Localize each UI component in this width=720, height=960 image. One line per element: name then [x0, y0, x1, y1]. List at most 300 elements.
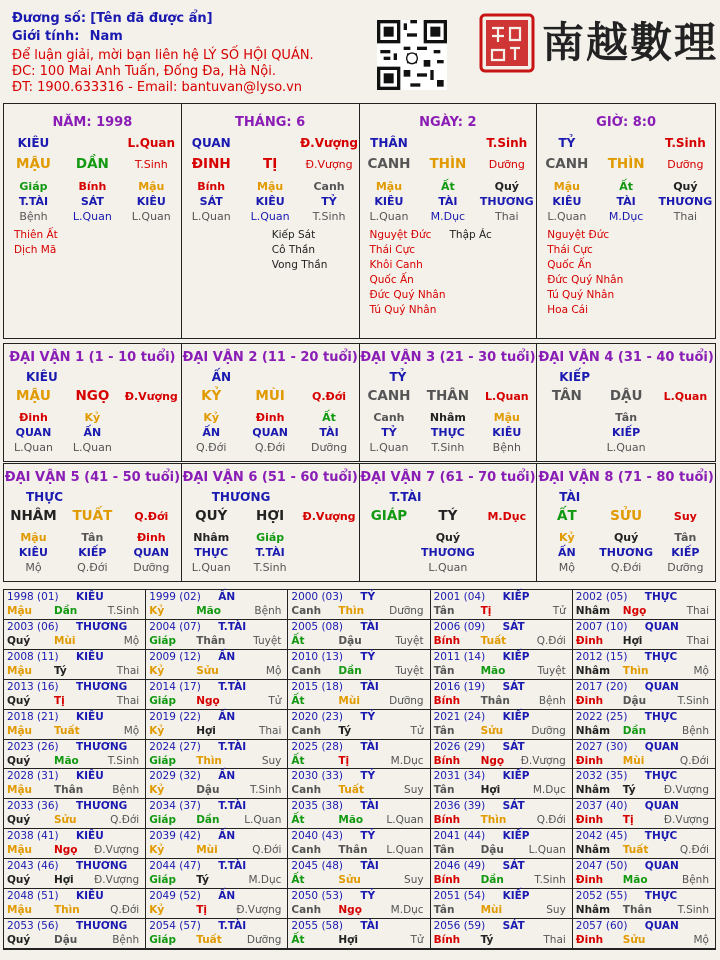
- year-stage: Đ.Vượng: [94, 844, 140, 857]
- dai-van-hidden-gods: [537, 545, 715, 560]
- star-item: Quốc Ấn: [547, 259, 592, 271]
- dai-van-title: ĐẠI VẬN 3 (21 - 30 tuổi): [360, 350, 536, 365]
- year-label: 2044 (47): [149, 860, 201, 873]
- dai-van-hidden-gods-cell: [300, 545, 359, 560]
- year-label: 2042 (45): [575, 830, 628, 843]
- year-stem: Nhâm: [575, 784, 611, 797]
- dai-van-hidden-stems: [4, 530, 181, 545]
- dai-van-1: [4, 344, 182, 461]
- dai-van-hidden-gods-cell: KIẾP: [78, 546, 107, 559]
- pillar-hidden-gods-cell: KIÊU: [136, 195, 166, 208]
- year-branch: Hợi: [54, 874, 74, 887]
- star-item: Cô Thần: [271, 244, 316, 256]
- year-stem: Kỷ: [149, 724, 165, 737]
- pillar-hidden-stems: [537, 179, 715, 194]
- dai-van-god: TÀI: [559, 490, 581, 504]
- year-stage: T.Sinh: [677, 904, 709, 917]
- year-god: ẤN: [218, 890, 236, 903]
- dai-van-hidden-stems-cell: Tân: [674, 531, 697, 544]
- year-stage: T.Sinh: [249, 784, 282, 797]
- year-label: 2025 (28): [291, 740, 344, 753]
- year-stem: Giáp: [149, 934, 177, 947]
- year-god: THƯƠNG: [76, 620, 128, 633]
- dai-van-stem-branch-cell: GIÁP: [370, 508, 408, 524]
- year-god: THỰC: [644, 710, 678, 723]
- dai-van-hidden-stems: [182, 530, 359, 545]
- year-stem: Canh: [291, 724, 322, 737]
- year-stem: Kỷ: [149, 605, 165, 617]
- year-god: THƯƠNG: [76, 860, 128, 873]
- year-stage: Thai: [686, 605, 709, 617]
- year-branch: Ngọ: [338, 904, 362, 917]
- dai-van-hidden-stages: [4, 440, 181, 455]
- year-stem: Giáp: [149, 634, 177, 647]
- dai-van-god: T.TÀI: [389, 490, 422, 504]
- year-stem: Tân: [433, 605, 455, 617]
- year-cell: [573, 650, 715, 680]
- pillar-hidden-stems: [4, 179, 181, 194]
- year-label: 1999 (02): [149, 591, 201, 603]
- year-stage: M.Dục: [248, 874, 282, 887]
- year-stage: L.Quan: [528, 844, 566, 857]
- year-label: 2041 (44): [433, 830, 486, 843]
- year-god: SÁT: [502, 860, 525, 873]
- pillar-hidden-stages-cell: M.Dục: [430, 210, 466, 223]
- dai-van-hidden-gods-cell: THỰC: [194, 546, 229, 559]
- year-stem: Quý: [7, 754, 31, 767]
- dai-van-hidden-stages: [182, 440, 359, 455]
- pillar-hidden-stages-cell: Bệnh: [19, 210, 48, 223]
- year-cell: [431, 740, 573, 770]
- year-stage: Q.Đới: [536, 814, 566, 827]
- pillar-4: [537, 104, 715, 338]
- year-cell: [288, 799, 430, 829]
- pillar-hidden-stems: [360, 179, 537, 194]
- dai-van-hidden-stages: [537, 560, 715, 575]
- dai-van-hidden-stems-cell: Đinh: [136, 531, 166, 544]
- year-cell: [146, 740, 288, 770]
- dai-van-stem-branch-cell: Đ.Vượng: [302, 510, 356, 523]
- pillar-stars-extra: [450, 228, 492, 243]
- seal-stamp-icon: [478, 12, 536, 74]
- dai-van-hidden-stems-cell: [360, 530, 419, 545]
- dai-van-hidden-stages-cell: Dưỡng: [667, 561, 704, 574]
- dai-van-hidden-gods: [4, 425, 181, 440]
- year-label: 2010 (13): [291, 650, 344, 663]
- year-stage: M.Dục: [532, 784, 566, 797]
- year-branch: Tuất: [622, 844, 649, 857]
- year-label: 2031 (34): [433, 770, 486, 783]
- dai-van-hidden-gods-cell: TÀI: [319, 426, 339, 439]
- dai-van-hidden-stems: [537, 530, 715, 545]
- dai-van-stem-branch-cell: Q.Đới: [134, 510, 169, 523]
- pillar-stem-branch-row: [4, 157, 181, 172]
- year-god: KIÊU: [76, 710, 104, 723]
- year-stem: Quý: [7, 634, 31, 647]
- pillar-hidden-stems-cell: Canh: [313, 180, 345, 193]
- star-item: Kiếp Sát: [271, 229, 316, 241]
- year-god: QUAN: [644, 860, 679, 873]
- pillar-god-row-cell: Đ.Vượng: [300, 136, 358, 150]
- year-cell: [573, 919, 715, 949]
- dai-van-hidden-stages-cell: Q.Đới: [610, 561, 642, 574]
- year-cell: [146, 889, 288, 919]
- year-cell: [4, 650, 146, 680]
- year-cell: [573, 620, 715, 650]
- year-stage: Thai: [686, 634, 709, 647]
- year-cell: [146, 829, 288, 859]
- pillar-god-row-cell: L.Quan: [127, 136, 176, 150]
- dai-van-stem-branch-cell: MẬU: [16, 388, 51, 404]
- year-label: 2014 (17): [149, 680, 201, 693]
- year-cell: [573, 740, 715, 770]
- year-branch: Tý: [54, 664, 67, 677]
- year-stem: Ất: [291, 814, 305, 827]
- dai-van-hidden-stems-cell: Kỷ: [84, 411, 101, 424]
- pillar-title: GIỜ: 8:0: [596, 115, 657, 130]
- year-branch: Tuất: [338, 784, 364, 797]
- dai-van-hidden-stems-cell: Nhâm: [193, 531, 230, 544]
- dai-van-stem-branch-cell: TUẤT: [72, 508, 113, 524]
- pillar-hidden-gods-cell: T.TÀI: [18, 195, 49, 208]
- year-stem: Giáp: [149, 874, 177, 887]
- dai-van-hidden-stages-cell: Mộ: [25, 561, 42, 574]
- year-label: 2017 (20): [575, 680, 628, 693]
- year-cell: [431, 769, 573, 799]
- dai-van-god: THỰC: [26, 490, 64, 504]
- dai-van-hidden-gods-cell: QUAN: [252, 426, 288, 439]
- pillar-hidden-stages-cell: L.Quan: [191, 210, 231, 223]
- star-item: Hoa Cái: [547, 304, 589, 316]
- year-cell: [288, 740, 430, 770]
- year-branch: Sửu: [480, 724, 504, 737]
- year-cell: [573, 799, 715, 829]
- dai-van-hidden-gods-cell: THƯƠNG: [420, 546, 475, 559]
- year-stage: Dưỡng: [531, 724, 566, 737]
- star-item: Quốc Ấn: [369, 274, 414, 286]
- year-stem: Giáp: [149, 814, 177, 827]
- year-label: 2047 (50): [575, 860, 628, 873]
- year-stage: Q.Đới: [110, 814, 140, 827]
- dai-van-hidden-stems-cell: Mậu: [493, 411, 520, 424]
- year-branch: Hợi: [480, 784, 501, 797]
- year-stage: Bệnh: [254, 605, 282, 617]
- year-stem: Quý: [7, 814, 31, 827]
- year-stage: Đ.Vượng: [236, 904, 282, 917]
- year-stem: Tân: [433, 844, 455, 857]
- star-item: Thiên Ất: [14, 229, 58, 241]
- dai-van-hidden-stages-cell: L.Quan: [191, 561, 231, 574]
- year-god: KIÊU: [76, 770, 104, 783]
- year-branch: Mùi: [622, 754, 645, 767]
- year-branch: Dần: [622, 724, 647, 737]
- dai-van-hidden-gods: [4, 545, 181, 560]
- year-god: KIẾP: [502, 890, 530, 903]
- dai-van-hidden-stages-cell: Bệnh: [492, 441, 521, 454]
- year-branch: Thìn: [480, 814, 507, 827]
- year-branch: Thìn: [196, 754, 222, 767]
- pillar-stem-branch-row: [182, 157, 359, 172]
- year-label: 1998 (01): [7, 591, 59, 603]
- contact-line: Để luận giải, mời bạn liên hệ LÝ SỐ HỘI QUÁN.: [12, 48, 314, 63]
- dai-van-stem-branch: [537, 389, 715, 404]
- dai-van-hidden-stages-cell: Q.Đới: [195, 441, 227, 454]
- year-branch: Dậu: [622, 694, 647, 707]
- year-branch: Thân: [338, 844, 368, 857]
- dai-van-row-1: [3, 343, 716, 462]
- year-god: THỰC: [644, 890, 678, 903]
- year-branch: Mùi: [54, 634, 76, 647]
- dai-van-stem-branch-cell: TÂN: [551, 388, 582, 404]
- year-label: 2039 (42): [149, 830, 201, 843]
- year-god: THỰC: [644, 830, 678, 843]
- pillar-god-row-cell: TỶ: [558, 136, 576, 150]
- dai-van-hidden-stems-cell: Tân: [81, 531, 104, 544]
- year-stem: Quý: [7, 694, 31, 707]
- brand-logo: 南越數理: [542, 18, 719, 67]
- dai-van-hidden-gods-cell: KIẾP: [612, 426, 641, 439]
- pillar-hidden-stems-cell: Mậu: [257, 180, 284, 193]
- dai-van-hidden-stages-cell: [300, 560, 359, 575]
- pillar-stem-branch-row-cell: CANH: [545, 156, 589, 172]
- year-cell: [431, 799, 573, 829]
- dai-van-hidden-stems-cell: Kỷ: [203, 411, 220, 424]
- year-stem: Bính: [433, 934, 461, 947]
- pillar-title: THÁNG: 6: [235, 115, 306, 130]
- year-stem: Tân: [433, 784, 455, 797]
- year-label: 2011 (14): [433, 650, 486, 663]
- year-cell: [4, 740, 146, 770]
- pillar-hidden-gods: [360, 194, 537, 209]
- pillar-hidden-gods-cell: THƯƠNG: [479, 195, 534, 208]
- pillar-hidden-stages-cell: Thai: [495, 210, 519, 223]
- dai-van-hidden-stages-cell: [122, 440, 181, 455]
- year-cell: [431, 650, 573, 680]
- year-stage: L.Quan: [386, 844, 424, 857]
- year-god: TÀI: [360, 920, 379, 933]
- phone-email-line: ĐT: 1900.633316 - Email: bantuvan@lyso.vn: [12, 80, 303, 95]
- pillar-3: [360, 104, 538, 338]
- year-cell: [431, 889, 573, 919]
- year-label: 2030 (33): [291, 770, 344, 783]
- dai-van-hidden-gods-cell: QUAN: [133, 546, 170, 559]
- year-stem: Canh: [291, 784, 322, 797]
- year-god: TÀI: [360, 800, 379, 813]
- year-god: SÁT: [502, 620, 525, 633]
- year-cell: [146, 650, 288, 680]
- pillar-hidden-stems-cell: Bính: [78, 180, 107, 193]
- pillar-hidden-stems-cell: Mậu: [375, 180, 403, 193]
- pillar-god-row: [537, 136, 715, 151]
- year-branch: Ngọ: [196, 694, 220, 707]
- year-stage: Tuyệt: [395, 664, 424, 677]
- pillar-hidden-gods-cell: TÀI: [438, 195, 458, 208]
- year-cell: [288, 620, 430, 650]
- dai-van-title: ĐẠI VẬN 4 (31 - 40 tuổi): [538, 350, 714, 365]
- year-branch: Hợi: [622, 634, 643, 647]
- year-god: KIẾP: [502, 650, 530, 663]
- year-cell: [146, 590, 288, 620]
- year-label: 2038 (41): [7, 830, 59, 843]
- dai-van-stem-branch: [360, 389, 537, 404]
- dai-van-hidden-stems: [360, 530, 537, 545]
- dai-van-hidden-stages-cell: L.Quan: [72, 441, 112, 454]
- year-label: 2007 (10): [575, 620, 628, 633]
- pillar-hidden-stems-cell: Quý: [673, 180, 698, 193]
- year-stage: Bệnh: [682, 874, 709, 887]
- dai-van-hidden-stems-cell: [537, 410, 596, 425]
- year-stem: Đinh: [575, 754, 604, 767]
- year-label: 2036 (39): [433, 800, 486, 813]
- year-stem: Canh: [291, 904, 322, 917]
- pillar-stars: [14, 228, 58, 258]
- year-stem: Đinh: [575, 934, 604, 947]
- year-label: 2002 (05): [575, 591, 628, 603]
- dai-van-hidden-stages-cell: L.Quan: [13, 441, 53, 454]
- dai-van-hidden-stems-cell: Canh: [373, 411, 405, 424]
- dai-van-stem-branch: [4, 509, 181, 524]
- year-stage: Q.Đới: [110, 904, 140, 917]
- year-stage: Tuyệt: [253, 634, 282, 647]
- year-label: 2020 (23): [291, 710, 344, 723]
- year-cell: [573, 859, 715, 889]
- dai-van-hidden-stems: [182, 410, 359, 425]
- pillar-stem-branch-row-cell: CANH: [367, 156, 411, 172]
- year-label: 2026 (29): [433, 740, 486, 753]
- year-stage: M.Dục: [390, 904, 424, 917]
- year-branch: Tý: [338, 724, 352, 737]
- year-god: QUAN: [644, 800, 679, 813]
- dai-van-hidden-stages-cell: Dưỡng: [310, 441, 348, 454]
- pillar-stem-branch-row-cell: Dưỡng: [488, 158, 525, 171]
- dai-van-hidden-stages-cell: T.Sinh: [431, 441, 465, 454]
- year-label: 2019 (22): [149, 710, 201, 723]
- pillar-hidden-stages: [182, 209, 359, 224]
- year-branch: Mão: [54, 754, 79, 767]
- dai-van-hidden-stages-cell: Mộ: [558, 561, 575, 574]
- year-stem: Bính: [433, 694, 461, 707]
- year-label: 2051 (54): [433, 890, 486, 903]
- year-branch: Thân: [622, 904, 652, 917]
- star-item: Thái Cực: [547, 244, 593, 256]
- dai-van-7: [360, 464, 538, 581]
- year-branch: Ngọ: [54, 844, 78, 857]
- dai-van-hidden-gods-cell: T.TÀI: [255, 546, 285, 559]
- dai-van-5: [4, 464, 182, 581]
- year-label: 2037 (40): [575, 800, 628, 813]
- dai-van-hidden-stems-cell: Tân: [615, 411, 638, 424]
- year-god: TÀI: [360, 740, 379, 753]
- year-god: KIẾP: [502, 710, 530, 723]
- dai-van-stem-branch: [4, 389, 181, 404]
- year-branch: Thìn: [338, 605, 365, 617]
- star-item: Vong Thần: [271, 259, 328, 271]
- dai-van-hidden-stems-cell: Đinh: [255, 411, 285, 424]
- dai-van-title: ĐẠI VẬN 6 (51 - 60 tuổi): [182, 470, 358, 485]
- year-label: 2040 (43): [291, 830, 344, 843]
- star-item: Nguyệt Đức: [369, 229, 432, 241]
- year-stage: Dưỡng: [389, 694, 424, 707]
- dai-van-stem-branch: [360, 509, 537, 524]
- pillar-hidden-stages-cell: L.Quan: [72, 210, 112, 223]
- dai-van-god: TỶ: [389, 370, 407, 384]
- year-label: 2027 (30): [575, 740, 628, 753]
- dai-van-stem-branch-cell: L.Quan: [484, 390, 529, 403]
- year-stem: Bính: [433, 634, 461, 647]
- year-stem: Ất: [291, 634, 305, 647]
- dai-van-stem-branch-cell: HỢI: [256, 508, 285, 524]
- year-cell: [573, 889, 715, 919]
- dai-van-hidden-stems-cell: Mậu: [20, 531, 47, 544]
- year-branch: Thân: [196, 634, 226, 647]
- year-stage: Q.Đới: [679, 844, 709, 857]
- year-label: 2050 (53): [291, 890, 344, 903]
- year-god: KIÊU: [76, 830, 104, 843]
- year-stem: Mậu: [7, 724, 33, 737]
- dai-van-hidden-gods-cell: [656, 425, 715, 440]
- year-label: 2053 (56): [7, 920, 59, 933]
- dai-van-hidden-stems-cell: [656, 410, 715, 425]
- pillar-hidden-stages-cell: L.Quan: [547, 210, 587, 223]
- year-stem: Bính: [433, 874, 461, 887]
- dai-van-hidden-gods-cell: ẤN: [558, 546, 576, 559]
- year-stage: Q.Đới: [679, 754, 709, 767]
- dai-van-hidden-stems-cell: Đinh: [19, 411, 48, 424]
- pillar-god-row-cell: THÂN: [370, 136, 408, 150]
- year-label: 2043 (46): [7, 860, 59, 873]
- dai-van-hidden-gods: [360, 545, 537, 560]
- year-stem: Canh: [291, 844, 322, 857]
- dai-van-hidden-stages-cell: [477, 560, 536, 575]
- year-stage: M.Dục: [390, 754, 424, 767]
- pillar-stem-branch-row-cell: DẦN: [75, 156, 109, 172]
- year-stem: Nhâm: [575, 664, 611, 677]
- year-stem: Kỷ: [149, 904, 165, 917]
- year-god: ẤN: [218, 650, 236, 663]
- dai-van-hidden-gods-cell: ẤN: [202, 426, 221, 439]
- dai-van-stem-branch-cell: MÙI: [255, 388, 285, 404]
- dai-van-hidden-stages-cell: L.Quan: [606, 441, 646, 454]
- pillar-god-row: [182, 136, 359, 151]
- year-label: 2006 (09): [433, 620, 486, 633]
- year-stage: Suy: [404, 874, 424, 887]
- year-label: 2055 (58): [291, 920, 344, 933]
- year-stem: Tân: [433, 664, 455, 677]
- year-branch: Thìn: [622, 664, 649, 677]
- year-label: 2013 (16): [7, 680, 59, 693]
- qr-code-icon[interactable]: [377, 20, 447, 90]
- year-stage: Dưỡng: [389, 605, 424, 617]
- year-god: THỰC: [644, 770, 678, 783]
- pillar-title: NĂM: 1998: [52, 115, 133, 130]
- year-label: 2057 (60): [575, 920, 628, 933]
- year-stage: Tử: [410, 724, 424, 737]
- pillar-hidden-gods-cell: SÁT: [199, 195, 223, 208]
- year-god: THƯƠNG: [76, 680, 128, 693]
- year-branch: Tuất: [196, 934, 222, 947]
- dai-van-title: ĐẠI VẬN 2 (11 - 20 tuổi): [182, 350, 358, 365]
- year-cell: [288, 889, 430, 919]
- year-stem: Ất: [291, 874, 305, 887]
- star-item: Khôi Canh: [369, 259, 423, 271]
- dai-van-stem-branch: [182, 389, 359, 404]
- year-branch: Mão: [196, 605, 221, 617]
- year-branch: Dậu: [338, 634, 362, 647]
- year-cell: [4, 829, 146, 859]
- pillar-title: NGÀY: 2: [419, 115, 477, 130]
- dai-van-stem-branch-cell: Q.Đới: [312, 390, 347, 403]
- year-cell: [146, 620, 288, 650]
